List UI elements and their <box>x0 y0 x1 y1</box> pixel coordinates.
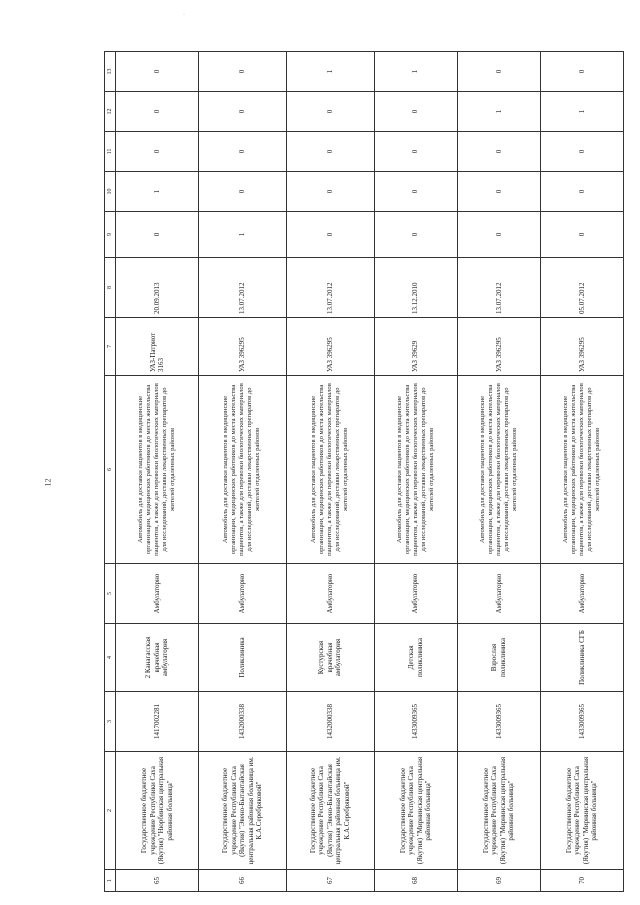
cell-c9: 1 <box>199 212 287 258</box>
cell-num: 69 <box>457 870 540 892</box>
header-cell: 10 <box>105 172 116 212</box>
scan-speck: · <box>183 12 185 18</box>
cell-unit: Кустурская врачебная амбулатория <box>286 624 374 692</box>
table-row <box>457 52 540 892</box>
cell-c11: 0 <box>199 132 287 172</box>
cell-type: Амбулаторно <box>199 564 287 624</box>
cell-model: УАЗ 396295 <box>540 318 623 376</box>
cell-c13: 1 <box>374 52 457 92</box>
cell-c9: 0 <box>374 212 457 258</box>
cell-c10: 1 <box>116 172 199 212</box>
cell-c11: 0 <box>374 132 457 172</box>
header-row <box>105 52 116 892</box>
table-body <box>116 52 624 892</box>
cell-code: 1432000338 <box>286 692 374 752</box>
cell-c10: 0 <box>540 172 623 212</box>
cell-num: 67 <box>286 870 374 892</box>
cell-num: 65 <box>116 870 199 892</box>
cell-unit: 2 Канагасская врачебная амбулатория <box>116 624 199 692</box>
cell-c12: 1 <box>457 92 540 132</box>
cell-purpose: Автомобиль для доставки пациентов в медицинские организации, медицинских работников до места жительства пациентов, а также для перевозки биологических материалов для исследований, доставки лекарственных препаратов до жителей отдаленных районов <box>540 376 623 564</box>
cell-c12: 1 <box>540 92 623 132</box>
cell-purpose: Автомобиль для доставки пациентов в медицинские организации, медицинских работников до места жительства пациентов, а также для перевозки биологических материалов для исследований, доставки лекарственных препаратов до жителей отдаленных районов <box>286 376 374 564</box>
cell-date: 13.12.2010 <box>374 258 457 318</box>
header-cell: 2 <box>105 752 116 870</box>
header-cell: 6 <box>105 376 116 564</box>
table-row <box>286 52 374 892</box>
cell-c13: 0 <box>457 52 540 92</box>
cell-c9: 0 <box>286 212 374 258</box>
cell-org: Государственное бюджетное учреждение Республики Саха (Якутия) "Мирнинская центральная районная больница" <box>540 752 623 870</box>
cell-date: 13.07.2012 <box>199 258 287 318</box>
table-row <box>374 52 457 892</box>
cell-model: УАЗ 396295 <box>199 318 287 376</box>
cell-org: Государственное бюджетное учреждение Республики Саха (Якутия) "Мирнинская центральная районная больница" <box>457 752 540 870</box>
cell-c13: 0 <box>199 52 287 92</box>
header-cell: 7 <box>105 318 116 376</box>
cell-code: 1432000338 <box>199 692 287 752</box>
header-cell: 1 <box>105 870 116 892</box>
cell-date: 13.07.2012 <box>286 258 374 318</box>
cell-type: Амбулаторно <box>374 564 457 624</box>
cell-code: 1433009365 <box>374 692 457 752</box>
cell-purpose: Автомобиль для доставки пациентов в медицинские организации, медицинских работников до места жительства пациентов, а также для перевозки биологических материалов для исследований, доставки лекарственных препаратов до жителей отдаленных районов <box>116 376 199 564</box>
cell-c13: 0 <box>116 52 199 92</box>
page-number: 12 <box>43 478 53 487</box>
cell-type: Амбулаторно <box>457 564 540 624</box>
cell-c11: 0 <box>540 132 623 172</box>
cell-purpose: Автомобиль для доставки пациентов в медицинские организации, медицинских работников до места жительства пациентов, а также для перевозки биологических материалов для исследований, доставки лекарственных препаратов до жителей отдаленных районов <box>374 376 457 564</box>
cell-c11: 0 <box>116 132 199 172</box>
cell-model: УАЗ 39629 <box>374 318 457 376</box>
header-cell: 8 <box>105 258 116 318</box>
cell-c10: 0 <box>374 172 457 212</box>
cell-org: Государственное бюджетное учреждение Республики Саха (Якутия) "Мирнинская центральная районная больница" <box>374 752 457 870</box>
cell-c10: 0 <box>199 172 287 212</box>
cell-c11: 0 <box>457 132 540 172</box>
cell-date: 05.07.2012 <box>540 258 623 318</box>
cell-model: УАЗ 396295 <box>457 318 540 376</box>
cell-purpose: Автомобиль для доставки пациентов в медицинские организации, медицинских работников до места жительства пациентов, а также для перевозки биологических материалов для исследований, доставки лекарственных препаратов до жителей отдаленных районов <box>199 376 287 564</box>
cell-c9: 0 <box>540 212 623 258</box>
vehicle-table <box>104 51 624 892</box>
table-row <box>540 52 623 892</box>
cell-date: 13.07.2012 <box>457 258 540 318</box>
cell-c11: 0 <box>286 132 374 172</box>
cell-c13: 1 <box>286 52 374 92</box>
cell-model: УАЗ-Патриот 3163 <box>116 318 199 376</box>
cell-num: 68 <box>374 870 457 892</box>
cell-c9: 0 <box>457 212 540 258</box>
rotated-table-container <box>104 52 624 892</box>
cell-code: 1433009365 <box>540 692 623 752</box>
cell-c12: 0 <box>286 92 374 132</box>
cell-org: Государственное бюджетное учреждение Республики Саха (Якутия) "Эвено-Бытантайская центральная районная больница им. К.А.Серебряковой" <box>199 752 287 870</box>
cell-type: Амбулаторно <box>540 564 623 624</box>
cell-org: Государственное бюджетное учреждение Республики Саха (Якутия) "Эвено-Бытантайская центральная районная больница им. К.А.Серебряковой" <box>286 752 374 870</box>
cell-date: 20.09.2013 <box>116 258 199 318</box>
header-cell: 9 <box>105 212 116 258</box>
cell-num: 66 <box>199 870 287 892</box>
header-cell: 12 <box>105 92 116 132</box>
cell-type: Амбулаторно <box>116 564 199 624</box>
cell-code: 1433009365 <box>457 692 540 752</box>
header-cell: 13 <box>105 52 116 92</box>
cell-code: 1417002281 <box>116 692 199 752</box>
cell-unit: Детская поликлиника <box>374 624 457 692</box>
cell-c10: 0 <box>286 172 374 212</box>
table-row <box>199 52 287 892</box>
table-row <box>116 52 199 892</box>
cell-model: УАЗ 396295 <box>286 318 374 376</box>
cell-c12: 0 <box>116 92 199 132</box>
cell-type: Амбулаторно <box>286 564 374 624</box>
header-cell: 11 <box>105 132 116 172</box>
cell-purpose: Автомобиль для доставки пациентов в медицинские организации, медицинских работников до места жительства пациентов, а также для перевозки биологических материалов для исследований, доставки лекарственных препаратов до жителей отдаленных районов <box>457 376 540 564</box>
cell-c13: 0 <box>540 52 623 92</box>
cell-unit: Поликлиника <box>199 624 287 692</box>
cell-c10: 0 <box>457 172 540 212</box>
header-cell: 3 <box>105 692 116 752</box>
cell-num: 70 <box>540 870 623 892</box>
cell-org: Государственное бюджетное учреждение Республики Саха (Якутия) "Нюрбинская центральная районная больница" <box>116 752 199 870</box>
cell-c12: 0 <box>374 92 457 132</box>
cell-c9: 0 <box>116 212 199 258</box>
cell-unit: Поликлиника СГБ <box>540 624 623 692</box>
cell-c12: 0 <box>199 92 287 132</box>
header-cell: 5 <box>105 564 116 624</box>
cell-unit: Взрослая поликлиника <box>457 624 540 692</box>
header-cell: 4 <box>105 624 116 692</box>
